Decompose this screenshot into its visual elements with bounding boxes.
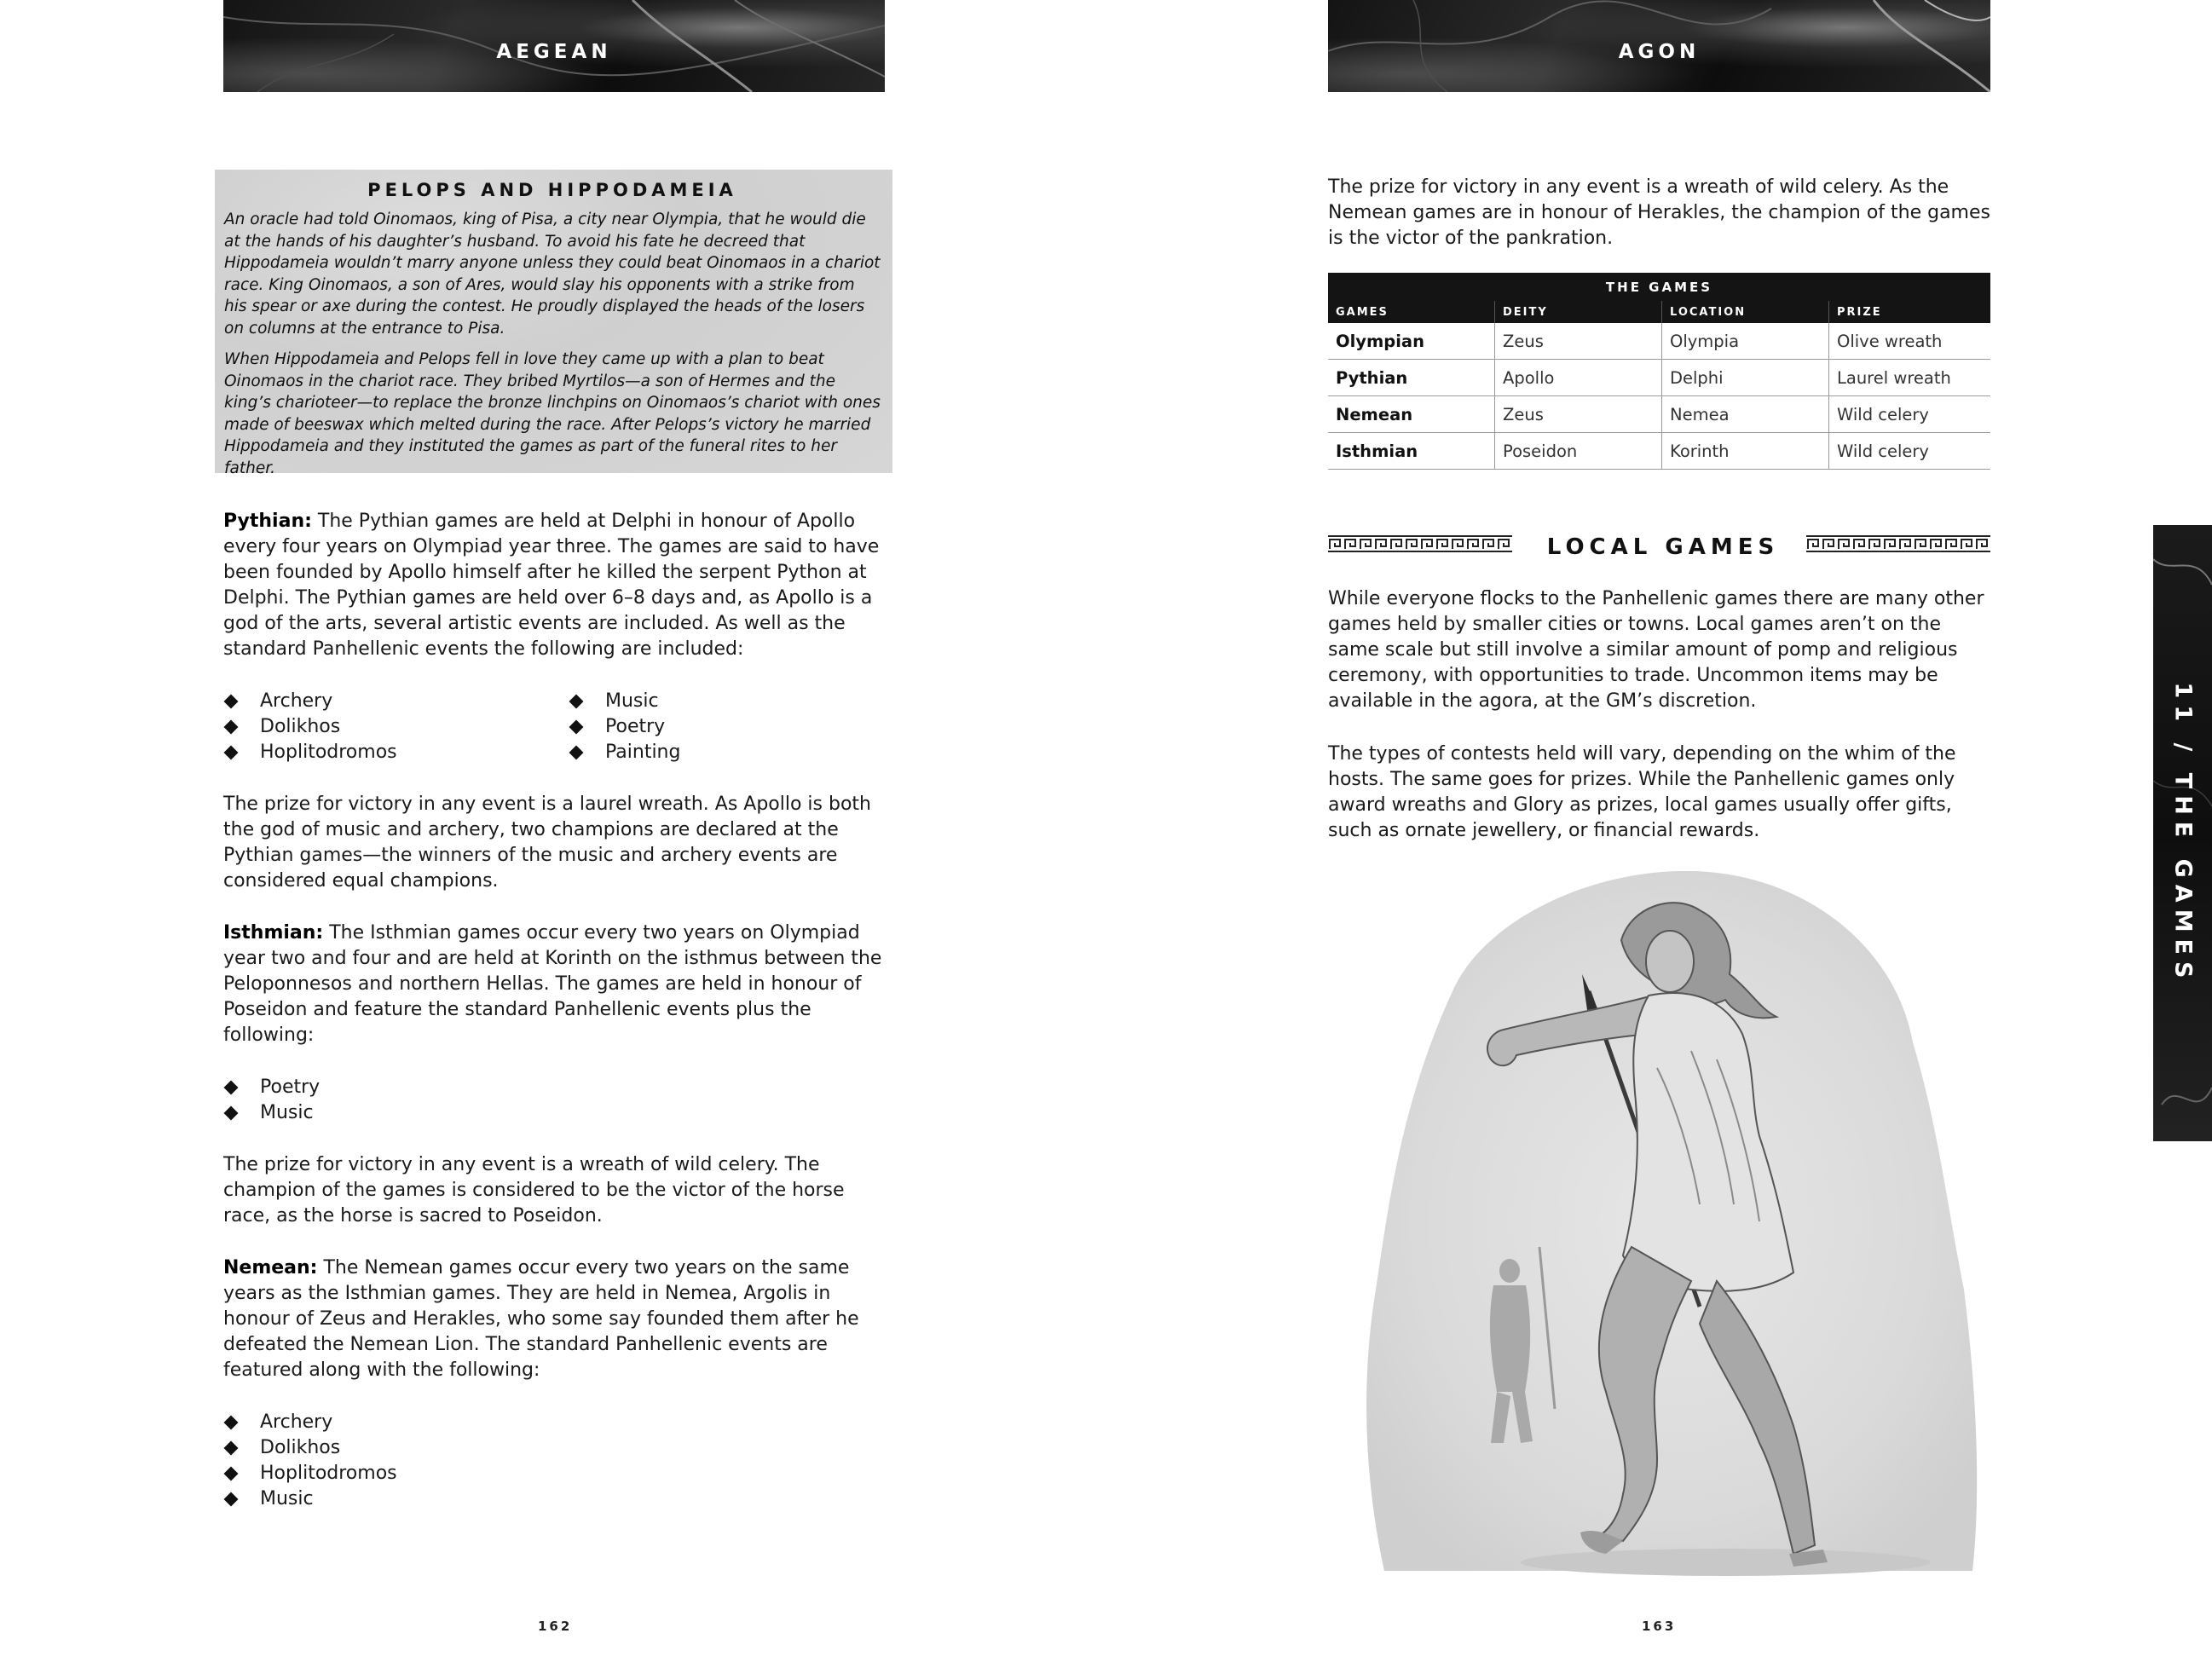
sidebar-paragraph: An oracle had told Oinomaos, king of Pisa, a city near Olympia, that he would die at the hands of his daughter’s husband. To avoid his fate he decreed that Hippodameia wouldn’t marry anyone unless they could beat Oinomaos in a chariot race. King Oinomaos, a son of Ares, would slay his opponents with a strike from his spear or axe during the contest. He proudly displayed the heads of the losers on columns at the entrance to Pisa.	[224, 211, 881, 338]
table-row	[1328, 323, 1990, 360]
right-page	[1106, 0, 2212, 1668]
table-cell: Wild celery	[1829, 433, 1991, 470]
table-cell: Delphi	[1662, 360, 1829, 396]
local-games-paragraph: The types of contests held will vary, depending on the whim of the hosts. The same goes for prizes. While the Panhellenic games only award wreaths and Glory as prizes, local games usually offer gifts, such as ornate jewellery, or financial rewards.	[1328, 743, 1956, 841]
games-table	[1328, 273, 1990, 470]
pythian-label: Pythian:	[223, 511, 312, 532]
table-cell: Korinth	[1662, 433, 1829, 470]
table-cell: Apollo	[1495, 360, 1662, 396]
pythian-prize-paragraph: The prize for victory in any event is a laurel wreath. As Apollo is both the god of music and archery, two champions are declared at the Pythian games—the winners of the music and archery events are considered equal champions.	[223, 794, 871, 892]
nemean-paragraph	[223, 1255, 888, 1383]
local-games-paragraph: While everyone flocks to the Panhellenic games there are many other games held by smaller cities or towns. Local games aren’t on the same scale but still involve a similar amount of pomp and religious ceremony, with opportunities to trade. Uncommon items may be available in the agora, at the GM’s discretion.	[1328, 588, 1984, 712]
chapter-header-banner	[223, 0, 885, 92]
list-item: Painting	[569, 740, 875, 765]
diamond-bullet-icon	[224, 1081, 239, 1095]
pythian-events-list-2	[569, 689, 875, 765]
page-number: 163	[1642, 1619, 1677, 1634]
sidebar-story-box	[215, 170, 892, 477]
table-cell: Olympia	[1662, 323, 1829, 360]
pythian-paragraph	[223, 509, 888, 662]
list-item: Poetry	[223, 1075, 564, 1100]
diamond-bullet-icon	[569, 695, 584, 709]
table-cell: Olive wreath	[1829, 323, 1991, 360]
list-item: Poetry	[569, 714, 875, 740]
pythian-events-list-1	[223, 689, 564, 765]
column-header: LOCATION	[1662, 301, 1829, 323]
table-cell: Nemean	[1328, 396, 1495, 433]
diamond-bullet-icon	[224, 746, 239, 760]
nemean-text: The Nemean games occur every two years on the same years as the Isthmian games. They are held in Nemea, Argolis in honour of Zeus and Herakles, who some say founded them after he defeated the Nemean Lion. The standard Panhellenic events are featured along with the following:	[223, 1257, 859, 1381]
table-cell: Nemea	[1662, 396, 1829, 433]
chapter-side-tab	[2153, 525, 2212, 1141]
table-row	[1328, 360, 1990, 396]
diamond-bullet-icon	[569, 720, 584, 735]
sidebar-title: PELOPS AND HIPPODAMEIA	[367, 180, 737, 200]
greek-key-ornament-icon	[1328, 534, 1512, 553]
table-row	[1328, 396, 1990, 433]
header-title: AGON	[1618, 41, 1701, 63]
javelin-thrower-illustration	[1350, 846, 1995, 1605]
header-title: AEGEAN	[496, 41, 612, 63]
table-cell: Zeus	[1495, 323, 1662, 360]
nemean-label: Nemean:	[223, 1257, 318, 1278]
greek-key-ornament-icon	[1806, 534, 1990, 553]
list-item: Music	[569, 689, 875, 714]
sidebar-paragraph: When Hippodameia and Pelops fell in love they came up with a plan to beat Oinomaos in the chariot race. They bribed Myrtilos—a son of Hermes and the king’s charioteer—to replace the bronze linchpins on Oinomaos’s chariot with ones made of beeswax which melted during the race. After Pelops’s victory he married Hippodameia and they instituted the games as part of the funeral rites to her father.	[224, 350, 881, 477]
table-cell: Zeus	[1495, 396, 1662, 433]
table-row	[1328, 433, 1990, 470]
list-item: Archery	[223, 689, 564, 714]
diamond-bullet-icon	[224, 1106, 239, 1121]
isthmian-paragraph	[223, 921, 888, 1048]
diamond-bullet-icon	[224, 1467, 239, 1481]
column-header: PRIZE	[1829, 301, 1991, 323]
list-item: Dolikhos	[223, 1435, 564, 1461]
table-cell: Isthmian	[1328, 433, 1495, 470]
column-header: DEITY	[1495, 301, 1662, 323]
isthmian-text: The Isthmian games occur every two years on Olympiad year two and four and are held at Korinth on the isthmus between the Peloponnesos and northern Hellas. The games are held in honour of Poseidon and feature the standard Panhellenic events plus the following:	[223, 922, 882, 1046]
table-cell: Laurel wreath	[1829, 360, 1991, 396]
chapter-header-banner	[1328, 0, 1990, 92]
table-caption: THE GAMES	[1328, 273, 1990, 301]
list-item: Music	[223, 1100, 564, 1126]
diamond-bullet-icon	[224, 1416, 239, 1430]
list-item: Hoplitodromos	[223, 740, 564, 765]
nemean-events-list	[223, 1410, 564, 1512]
diamond-bullet-icon	[224, 1441, 239, 1456]
table-cell: Poseidon	[1495, 433, 1662, 470]
diamond-bullet-icon	[224, 720, 239, 735]
local-games-heading: LOCAL GAMES	[1546, 534, 1780, 560]
list-item: Dolikhos	[223, 714, 564, 740]
list-item: Archery	[223, 1410, 564, 1435]
column-header: GAMES	[1328, 301, 1495, 323]
table-cell: Wild celery	[1829, 396, 1991, 433]
table-cell: Pythian	[1328, 360, 1495, 396]
diamond-bullet-icon	[224, 695, 239, 709]
isthmian-label: Isthmian:	[223, 922, 324, 944]
list-item: Hoplitodromos	[223, 1461, 564, 1486]
diamond-bullet-icon	[224, 1492, 239, 1507]
isthmian-prize-paragraph: The prize for victory in any event is a wreath of wild celery. The champion of the games is considered to be the victor of the horse race, as the horse is sacred to Poseidon.	[223, 1154, 845, 1226]
side-tab-label: 11 / THE GAMES	[2169, 682, 2196, 984]
list-item: Music	[223, 1486, 564, 1512]
diamond-bullet-icon	[569, 746, 584, 760]
pythian-text: The Pythian games are held at Delphi in honour of Apollo every four years on Olympiad year three. The games are said to have been founded by Apollo himself after he killed the serpent Python at Delphi. The Pythian games are held over 6–8 days and, as Apollo is a god of the arts, several artistic events are included. As well as the standard Panhellenic events the following are included:	[223, 511, 880, 660]
table-cell: Olympian	[1328, 323, 1495, 360]
page-number: 162	[538, 1619, 573, 1634]
intro-paragraph: The prize for victory in any event is a wreath of wild celery. As the Nemean games are in honour of Herakles, the champion of the games is the victor of the pankration.	[1328, 176, 1990, 249]
isthmian-events-list	[223, 1075, 564, 1126]
